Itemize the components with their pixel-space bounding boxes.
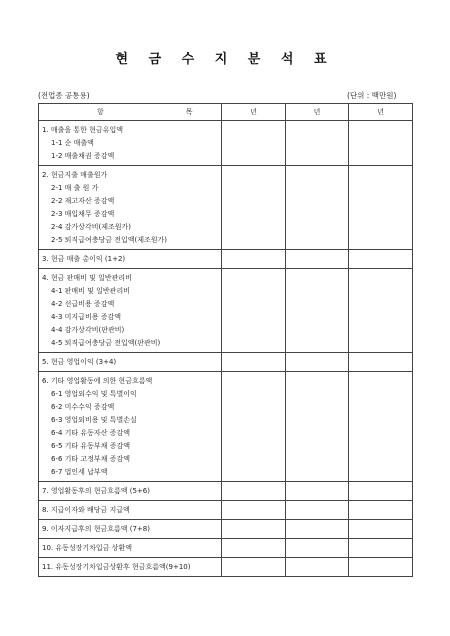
year-value-cell[interactable] — [222, 121, 286, 166]
sub-item-label: 6-1 영업외수익 및 특별이익 — [51, 390, 137, 398]
year-value-cell[interactable] — [349, 250, 413, 269]
year-value-cell[interactable] — [222, 250, 286, 269]
table-header-row — [39, 104, 413, 121]
year-value-cell[interactable] — [349, 558, 413, 577]
sub-item-label: 1-2 매출채권 증감액 — [51, 152, 115, 160]
year-column-header-2: 년 — [286, 104, 349, 121]
year-value-cell[interactable] — [286, 250, 349, 269]
item-heading: 8. 지급이자와 배당금 지급액 — [42, 506, 130, 514]
year-value-cell[interactable] — [286, 166, 349, 250]
cash-flow-table — [38, 103, 413, 577]
year-value-cell[interactable] — [286, 121, 349, 166]
item-header-part2: 목 — [185, 108, 193, 116]
item-heading: 5. 현금 영업이익 (3+4) — [42, 358, 117, 366]
year-value-cell[interactable] — [349, 520, 413, 539]
year-value-cell[interactable] — [286, 482, 349, 501]
item-cell — [39, 501, 222, 520]
year-value-cell[interactable] — [222, 501, 286, 520]
year-column-header-3: 년 — [349, 104, 413, 121]
sub-item-label: 2-2 재고자산 증감액 — [51, 197, 115, 205]
item-cell — [39, 166, 222, 250]
item-cell — [39, 269, 222, 353]
document-title: 현 금 수 지 분 석 표 — [115, 52, 335, 67]
year-value-cell[interactable] — [286, 520, 349, 539]
year-value-cell[interactable] — [222, 558, 286, 577]
year-value-cell[interactable] — [222, 353, 286, 372]
year-value-cell[interactable] — [349, 501, 413, 520]
item-heading: 10. 유동성장기차입금 상환액 — [42, 544, 132, 552]
item-heading: 6. 기타 영업활동에 의한 현금흐름액 — [42, 377, 153, 385]
sub-item-label: 2-3 매입채무 증감액 — [51, 210, 115, 218]
year-value-cell[interactable] — [286, 539, 349, 558]
item-heading: 1. 매출을 통한 현금유입액 — [42, 126, 123, 134]
year-value-cell[interactable] — [222, 539, 286, 558]
item-cell — [39, 539, 222, 558]
unit-label: (단위 : 백만원) — [347, 91, 397, 100]
year-value-cell[interactable] — [222, 166, 286, 250]
sub-item-label: 2-5 퇴직급여충당금 전입액(제조원가) — [51, 236, 168, 244]
table-row — [39, 353, 413, 372]
year-value-cell[interactable] — [349, 372, 413, 482]
sub-item-label: 4-2 선급비용 증감액 — [51, 300, 115, 308]
item-heading: 3. 현금 매출 총이익 (1+2) — [42, 255, 126, 263]
year-value-cell[interactable] — [349, 166, 413, 250]
industry-label: (전업종 공통용) — [38, 91, 90, 100]
table-row — [39, 166, 413, 250]
year-value-cell[interactable] — [349, 353, 413, 372]
year-value-cell[interactable] — [222, 372, 286, 482]
sub-item-label: 4-4 감가상각비(판관비) — [51, 326, 125, 334]
item-cell — [39, 372, 222, 482]
item-column-header — [39, 104, 222, 121]
item-heading: 9. 이자지급후의 현금흐름액 (7+8) — [42, 525, 150, 533]
year-column-header-1: 년 — [222, 104, 286, 121]
year-value-cell[interactable] — [222, 520, 286, 539]
table-row — [39, 121, 413, 166]
sub-item-label: 6-6 기타 고정부채 증감액 — [51, 455, 130, 463]
sub-item-label: 4-3 미지급비용 증감액 — [51, 313, 121, 321]
sub-item-label: 6-3 영업외비용 및 특별손실 — [51, 416, 137, 424]
item-cell — [39, 520, 222, 539]
item-cell — [39, 558, 222, 577]
sub-item-label: 2-4 감가상각비(제조원가) — [51, 223, 131, 231]
item-cell — [39, 482, 222, 501]
item-cell — [39, 121, 222, 166]
sub-item-label: 6-4 기타 유동자산 증감액 — [51, 429, 130, 437]
year-value-cell[interactable] — [222, 269, 286, 353]
item-heading: 11. 유동성장기차입금상환후 현금흐름액(9+10) — [42, 563, 191, 571]
year-value-cell[interactable] — [349, 121, 413, 166]
year-value-cell[interactable] — [286, 501, 349, 520]
item-heading: 2. 현금지출 매출원가 — [42, 171, 108, 179]
year-value-cell[interactable] — [349, 539, 413, 558]
year-value-cell[interactable] — [286, 353, 349, 372]
sub-item-label: 1-1 순 매출액 — [51, 139, 94, 147]
sub-item-label: 2-1 매 출 원 가 — [51, 184, 99, 192]
item-heading: 7. 영업활동후의 현금흐름액 (5+6) — [42, 487, 150, 495]
table-row — [39, 558, 413, 577]
item-cell — [39, 250, 222, 269]
sub-item-label: 4-5 퇴직급여충당금 전입액(판관비) — [51, 339, 161, 347]
item-header-part1: 항 — [97, 108, 104, 116]
table-row — [39, 539, 413, 558]
year-value-cell[interactable] — [349, 269, 413, 353]
year-value-cell[interactable] — [286, 372, 349, 482]
table-row — [39, 269, 413, 353]
year-value-cell[interactable] — [286, 269, 349, 353]
item-cell — [39, 353, 222, 372]
table-row — [39, 482, 413, 501]
sub-item-label: 4-1 판매비 및 일반관리비 — [51, 287, 130, 295]
year-value-cell[interactable] — [286, 558, 349, 577]
table-row — [39, 520, 413, 539]
item-heading: 4. 현금 판매비 및 일반관리비 — [42, 274, 132, 282]
sub-item-label: 6-7 법인세 납부액 — [51, 468, 108, 476]
table-row — [39, 372, 413, 482]
sub-item-label: 6-5 기타 유동부채 증감액 — [51, 442, 130, 450]
table-row — [39, 250, 413, 269]
table-row — [39, 501, 413, 520]
sub-item-label: 6-2 미수수익 증감액 — [51, 403, 115, 411]
year-value-cell[interactable] — [222, 482, 286, 501]
year-value-cell[interactable] — [349, 482, 413, 501]
